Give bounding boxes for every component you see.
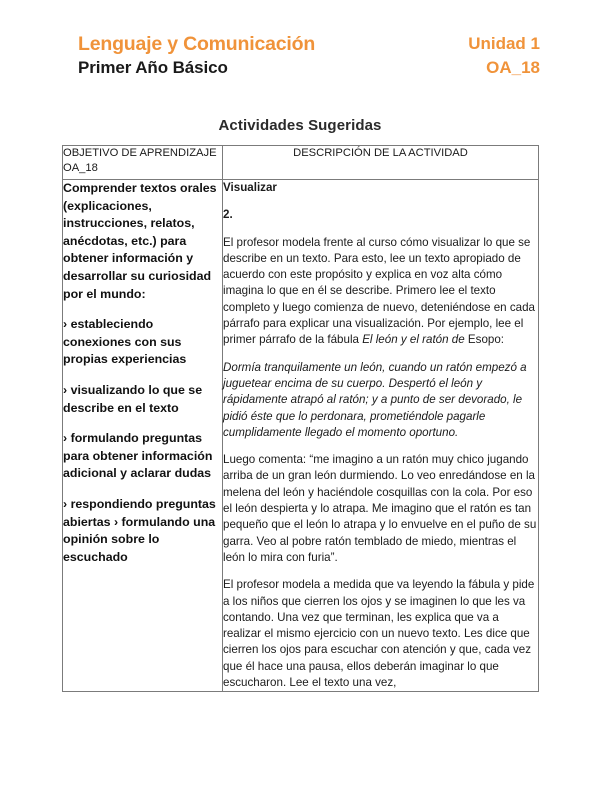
section-title: Actividades Sugeridas — [218, 117, 382, 134]
description-cell — [223, 180, 539, 692]
subject-title: Lenguaje y Comunicación — [78, 33, 316, 55]
table-header-row — [63, 146, 539, 180]
header-right-block — [468, 32, 540, 79]
objective-bullet-2: › visualizando lo que se describe en el texto — [63, 382, 203, 415]
unit-label: Unidad 1 — [468, 34, 540, 53]
activity-paragraph-3: El profesor modela a medida que va leyendo la fábula y pide a los niños que cierren los ojos y se imaginen lo que les va contando. Una vez que terminan, les explica que va a realizar el mismo ejercicio con un nuevo texto. Les dice que cierren los ojos para escuchar con atención y que, cada vez que él hace una pausa, ellos deberán imaginar lo que escucharon. Lee el texto una vez, — [223, 578, 535, 690]
column-header-description: DESCRIPCIÓN DE LA ACTIVIDAD — [223, 146, 539, 180]
objective-cell — [63, 180, 223, 692]
activity-paragraph-1-text-a: El profesor modela frente al curso cómo visualizar lo que se describe en un texto. Para esto, lee un texto apropiado de acuerdo con este propósito y explica en voz alta cómo imagina lo que en él se describe. Primero lee el texto completo y luego comienza de nuevo, deteniéndose en cada párrafo para explicar una visualización. Por ejemplo, lee el primer párrafo de la fábula — [223, 235, 535, 347]
activity-heading: Visualizar — [223, 181, 277, 194]
suggested-activities-table — [62, 145, 539, 692]
activity-paragraph-1 — [223, 235, 538, 349]
oa-label: OA_18 — [486, 58, 540, 77]
activity-paragraph-2: Luego comenta: “me imagino a un ratón muy chico jugando arriba de un gran león durmiendo. Lo veo enredándose en la melena del león y haciéndole cosquillas con la cola. Por eso el león despierta y lo atrapa. Me imagino que el ratón es tan pequeño que el león lo atrapa y lo envuelve en el puño de su garra. Veo al pobre ratón temblado de miedo, mientras el león lo mira con furia”. — [223, 453, 537, 564]
column-header-objective: OBJETIVO DE APRENDIZAJE OA_18 — [63, 146, 223, 180]
grade-title: Primer Año Básico — [78, 58, 228, 77]
objective-bullet-4: › respondiendo preguntas abiertas › formulando una opinión sobre lo escuchado — [63, 496, 216, 564]
table-row — [63, 180, 539, 692]
document-header — [0, 32, 600, 88]
objective-bullet-3: › formulando preguntas para obtener información adicional y aclarar dudas — [63, 431, 213, 481]
fable-quote: Dormía tranquilamente un león, cuando un ratón empezó a juguetear encima de su cuerpo. Despertó el león y rápidamente atrapó al ratón; y a punto de ser devorado, le pidió éste que lo perdonara, prometiéndole pagarle cumplidamente llegado el momento oportuno. — [223, 360, 527, 439]
objective-bullet-1: › estableciendo conexiones con sus propias experiencias — [63, 317, 187, 367]
header-left-block — [78, 32, 315, 79]
fable-title: El león y el ratón de — [362, 333, 465, 347]
activity-number: 2. — [223, 208, 233, 222]
activity-paragraph-1-text-b: Esopo: — [464, 333, 505, 347]
objective-intro: Comprender textos orales (explicaciones, instrucciones, relatos, anécdotas, etc.) para obtener información y desarrollar su curiosidad por el mundo: — [63, 181, 217, 301]
